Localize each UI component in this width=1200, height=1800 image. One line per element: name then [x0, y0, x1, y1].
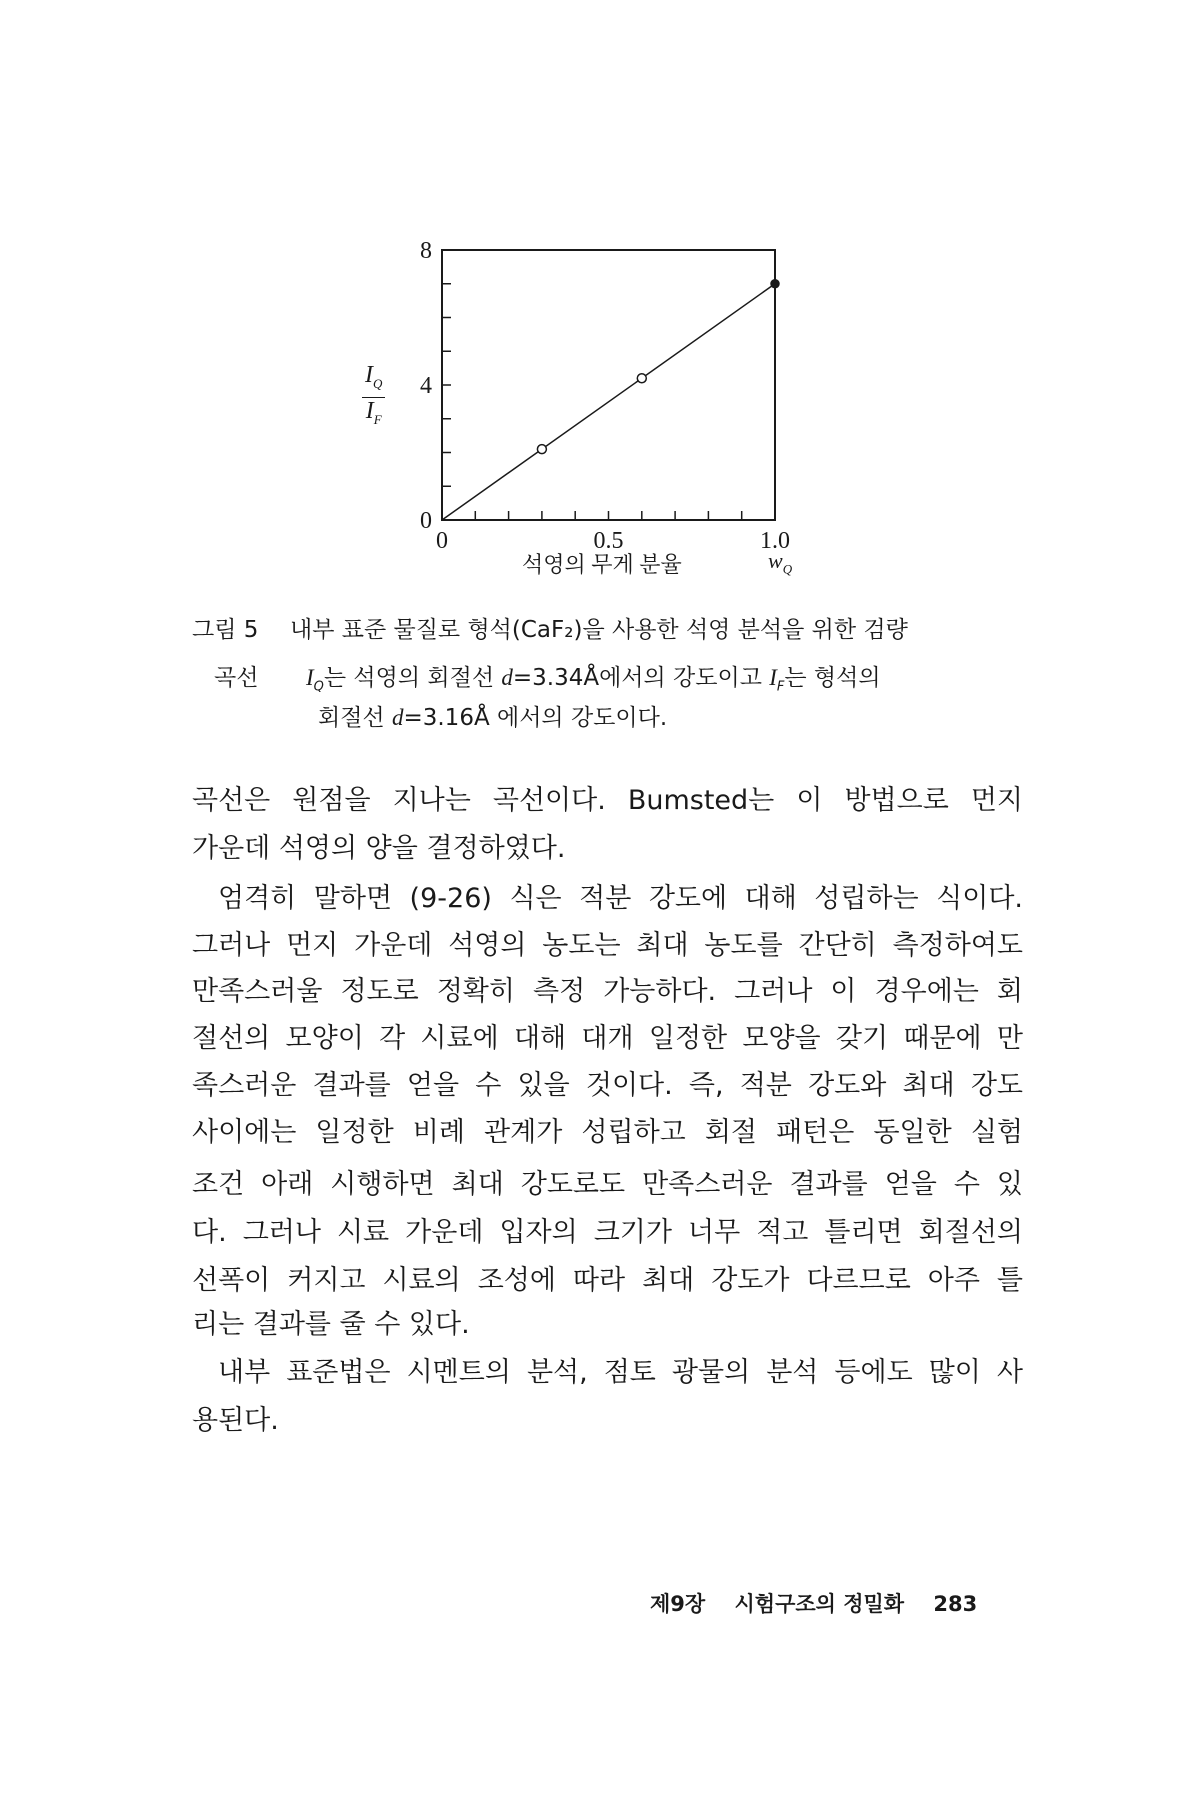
figure-caption-label: 그림 5 — [192, 617, 259, 643]
body-line: 리는 결과를 줄 수 있다. — [192, 1309, 470, 1340]
body-line: 절선의 모양이 각 시료에 대해 대개 일정한 모양을 갖기 때문에 만 — [192, 1023, 1023, 1054]
body-line: 용된다. — [192, 1405, 279, 1436]
figure-caption-line3: 회절선 d=3.16Å 에서의 강도이다. — [318, 705, 668, 731]
figure-caption-lead: 곡선 — [214, 665, 259, 691]
x-tick-label: 0.5 — [593, 528, 624, 554]
body-line: 다. 그러나 시료 가운데 입자의 크기가 너무 적고 틀리면 회절선의 — [192, 1217, 1023, 1248]
y-axis-label: $\frac{I_Q}{I_F}$ — [362, 362, 385, 433]
data-point-filled — [771, 280, 779, 288]
y-tick-label: 0 — [420, 508, 432, 534]
body-line: 만족스러울 정도로 정확히 측정 가능하다. 그러나 이 경우에는 회 — [192, 976, 1023, 1007]
body-line: 사이에는 일정한 비례 관계가 성립하고 회절 패턴은 동일한 실험 — [192, 1117, 1023, 1148]
data-point-open — [637, 374, 646, 383]
chapter-title: 시험구조의 정밀화 — [734, 1592, 905, 1616]
calibration-line — [442, 284, 775, 520]
body-line: 조건 아래 시행하면 최대 강도로도 만족스러운 결과를 얻을 수 있 — [192, 1169, 1023, 1200]
calibration-chart — [0, 0, 1200, 620]
x-axis-symbol: $w_Q$ — [768, 548, 793, 577]
body-line: 선폭이 커지고 시료의 조성에 따라 최대 강도가 다르므로 아주 틀 — [192, 1265, 1023, 1296]
body-line: 그러나 먼지 가운데 석영의 농도는 최대 농도를 간단히 측정하여도 — [192, 930, 1023, 961]
figure-caption-line2: $I_Q$는 석영의 회절선 d=3.34Å에서의 강도이고 $I_F$는 형석의 — [306, 665, 881, 695]
x-tick-label: 1.0 — [760, 528, 790, 554]
chapter-number: 제9장 — [650, 1592, 706, 1616]
y-tick-label: 8 — [420, 238, 432, 264]
body-line: 엄격히 말하면 (9-26) 식은 적분 강도에 대해 성립하는 식이다. — [218, 883, 1023, 914]
body-line: 곡선은 원점을 지나는 곡선이다. Bumsted는 이 방법으로 먼지 — [192, 785, 1023, 816]
body-line: 내부 표준법은 시멘트의 분석, 점토 광물의 분석 등에도 많이 사 — [218, 1357, 1023, 1388]
body-line: 가운데 석영의 양을 결정하였다. — [192, 833, 566, 864]
y-tick-label: 4 — [420, 373, 432, 399]
x-axis-label: 석영의 무게 분율 — [522, 552, 682, 577]
body-line: 족스러운 결과를 얻을 수 있을 것이다. 즉, 적분 강도와 최대 강도 — [192, 1070, 1023, 1101]
data-point-open — [537, 445, 546, 454]
figure-caption-line1: 내부 표준 물질로 형석(CaF₂)을 사용한 석영 분석을 위한 검량 — [290, 617, 908, 643]
page-footer — [650, 1588, 999, 1618]
x-tick-label: 0 — [436, 528, 448, 554]
page-number: 283 — [933, 1592, 978, 1616]
plot-frame — [442, 250, 775, 520]
